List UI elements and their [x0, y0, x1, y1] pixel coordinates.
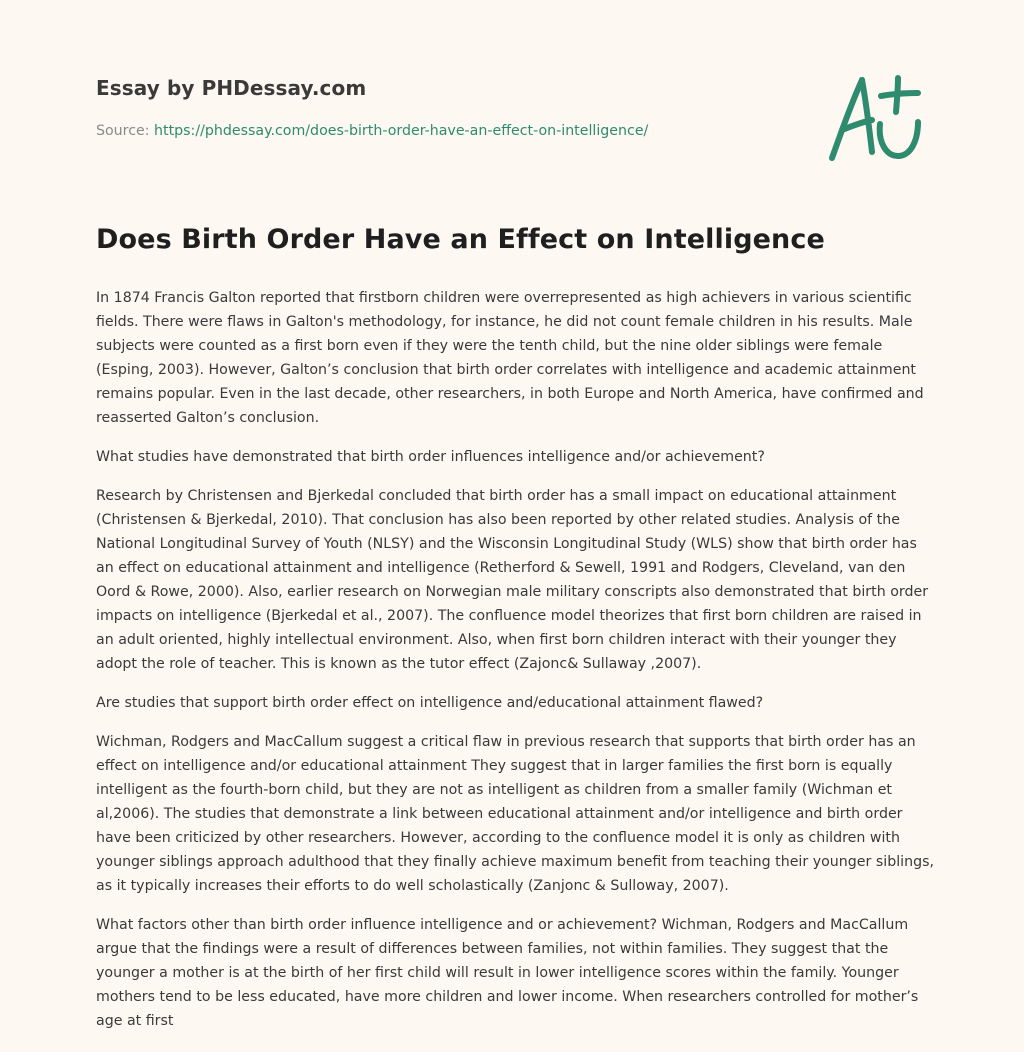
source-label: Source: [96, 123, 150, 139]
paragraph-5: Wichman, Rodgers and MacCallum suggest a critical flaw in previous research that supports that birth order has an effect on intelligence and/or educational attainment They suggest that in larger families the first born is equally intelligent as the fourth-born child, but they are not as intelligent as children from a smaller family (Wichman et al,2006). The studies that demonstrate a link between educational attainment and/or intelligence and birth order have been criticized by other researchers. However, according to the confluence model it is only as children with younger siblings approach adulthood that they finally achieve maximum benefit from teaching their younger siblings, as it typically increases their efforts to do well scholastically (Zanjonc & Sulloway, 2007). [96, 734, 934, 894]
site-brand: Essay by PHDessay.com [96, 76, 367, 100]
paragraph-3: Research by Christensen and Bjerkedal concluded that birth order has a small impact on educational attainment (Christensen & Bjerkedal, 2010). That conclusion has also been reported by other related studies. Analysis of the National Longitudinal Survey of Youth (NLSY) and the Wisconsin Longitudinal Study (WLS) show that birth order has an effect on educational attainment and intelligence (Retherford & Sewell, 1991 and Rodgers, Cleveland, van den Oord & Rowe, 2000). Also, earlier research on Norwegian male military conscripts also demonstrated that birth order impacts on intelligence (Bjerkedal et al., 2007). The confluence model theorizes that first born children are raised in an adult oriented, highly intellectual environment. Also, when first born children interact with their younger they adopt the role of teacher. This is known as the tutor effect (Zajonc& Sullaway ,2007). [96, 488, 929, 672]
paragraph-1: In 1874 Francis Galton reported that firstborn children were overrepresented as high achievers in various scientific fields. There were flaws in Galton's methodology, for instance, he did not count female children in his results. Male subjects were counted as a first born even if they were the tenth child, but the nine older siblings were female (Esping, 2003). However, Galton’s conclusion that birth order correlates with intelligence and academic attainment remains popular. Even in the last decade, other researchers, in both Europe and North America, have confirmed and reasserted Galton’s conclusion. [96, 290, 924, 426]
essay-body [96, 286, 936, 1048]
source-link[interactable]: https://phdessay.com/does-birth-order-have-an-effect-on-intelligence/ [154, 123, 649, 139]
paragraph-4: Are studies that support birth order effect on intelligence and/educational attainment flawed? [96, 695, 764, 711]
paragraph-2: What studies have demonstrated that birth order influences intelligence and/or achievement? [96, 449, 765, 465]
essay-title: Does Birth Order Have an Effect on Intelligence [96, 224, 825, 255]
source-line [96, 123, 648, 139]
paragraph-6: What factors other than birth order influence intelligence and or achievement? Wichman, Rodgers and MacCallum argue that the findings were a result of differences between families, not within families. They suggest that the younger a mother is at the birth of her first child will result in lower intelligence scores within the family. Younger mothers tend to be less educated, have more children and lower income. When researchers controlled for mother’s age at first [96, 917, 919, 1029]
a-plus-logo-icon [826, 70, 930, 164]
